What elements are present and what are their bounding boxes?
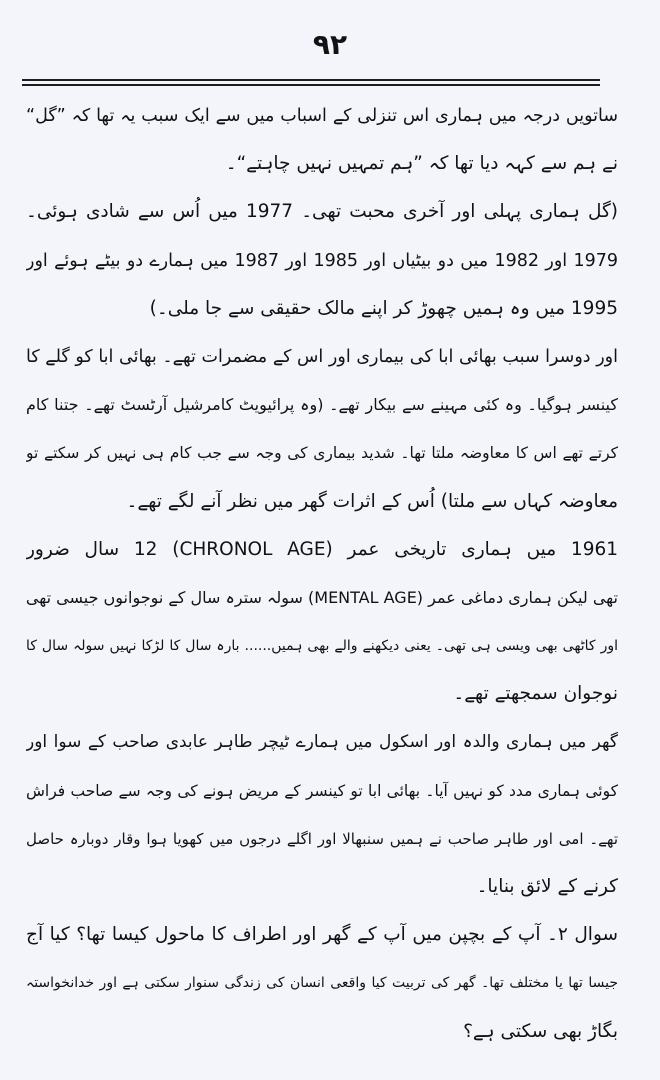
text-line: کرنے کے لائق بنایا۔ — [476, 876, 618, 897]
text-line: گھر میں ہماری والدہ اور اسکول میں ہمارے ٹیچر طاہر عابدی صاحب کے سوا اور — [26, 732, 618, 753]
text-line: اور کاٹھی بھی ویسی ہی تھی۔ یعنی دیکھنے والے بھی ہمیں...... بارہ سال کا لڑکا نہیں سولہ سال کا — [26, 638, 618, 655]
text-line: کینسر ہوگیا۔ وہ کئی مہینے سے بیکار تھے۔ (وہ پرائیویٹ کامرشیل آرٹسٹ تھے۔ جتنا کام — [26, 395, 618, 415]
text-line: 1995 میں وہ ہمیں چھوڑ کر اپنے مالک حقیقی سے جا ملی۔) — [149, 297, 618, 319]
text-line: نوجوان سمجھتے تھے۔ — [453, 683, 618, 705]
header-rule-top — [22, 79, 600, 81]
header-rule-bottom — [22, 84, 600, 86]
text-line: سوال ۲۔ آپ کے بچپن میں آپ کے گھر اور اطراف کا ماحول کیسا تھا؟ کیا آج — [26, 924, 618, 946]
text-line: (گل ہماری پہلی اور آخری محبت تھی۔ 1977 میں اُس سے شادی ہوئی۔ — [26, 201, 618, 223]
text-line: ساتویں درجہ میں ہماری اس تنزلی کے اسباب میں سے ایک سبب یہ تھا کہ ”گل“ — [26, 106, 618, 126]
text-line: کرتے تھے اس کا معاوضہ ملتا تھا۔ شدید بیماری کی وجہ سے جب کام ہی نہیں کر سکتے تو — [26, 444, 618, 463]
text-line: 1961 میں ہماری تاریخی عمر (CHRONOL AGE) 12 سال ضرور — [26, 538, 618, 560]
text-line: نے ہم سے کہہ دیا تھا کہ ”ہم تمہیں نہیں چاہتے“۔ — [225, 153, 618, 175]
page-number: ۹۲ — [312, 28, 348, 61]
text-line: بگاڑ بھی سکتی ہے؟ — [463, 1020, 618, 1042]
body-text — [26, 92, 618, 1056]
text-line: کوئی ہماری مدد کو نہیں آیا۔ بھائی ابا تو کینسر کے مریض ہونے کی وجہ سے صاحب فراش — [26, 781, 618, 800]
text-line: تھی لیکن ہماری دماغی عمر (MENTAL AGE) سولہ سترہ سال کے نوجوانوں جیسی تھی — [26, 587, 618, 607]
text-line: جیسا تھا یا مختلف تھا۔ گھر کی تربیت کیا واقعی انسان کی زندگی سنوار سکتی ہے اور خدانخواستہ — [26, 975, 618, 992]
text-line: 1979 اور 1982 میں دو بیٹیاں اور 1985 اور 1987 میں ہمارے دو بیٹے ہوئے اور — [26, 250, 618, 271]
text-line: اور دوسرا سبب بھائی ابا کی بیماری اور اس کے مضمرات تھے۔ بھائی ابا کو گلے کا — [26, 346, 618, 367]
text-line: معاوضہ کہاں سے ملتا) اُس کے اثرات گھر میں نظر آنے لگے تھے۔ — [126, 490, 618, 512]
text-line: تھے۔ امی اور طاہر صاحب نے ہمیں سنبھالا اور اگلے درجوں میں کھویا ہوا وقار دوبارہ حاصل — [26, 829, 618, 848]
